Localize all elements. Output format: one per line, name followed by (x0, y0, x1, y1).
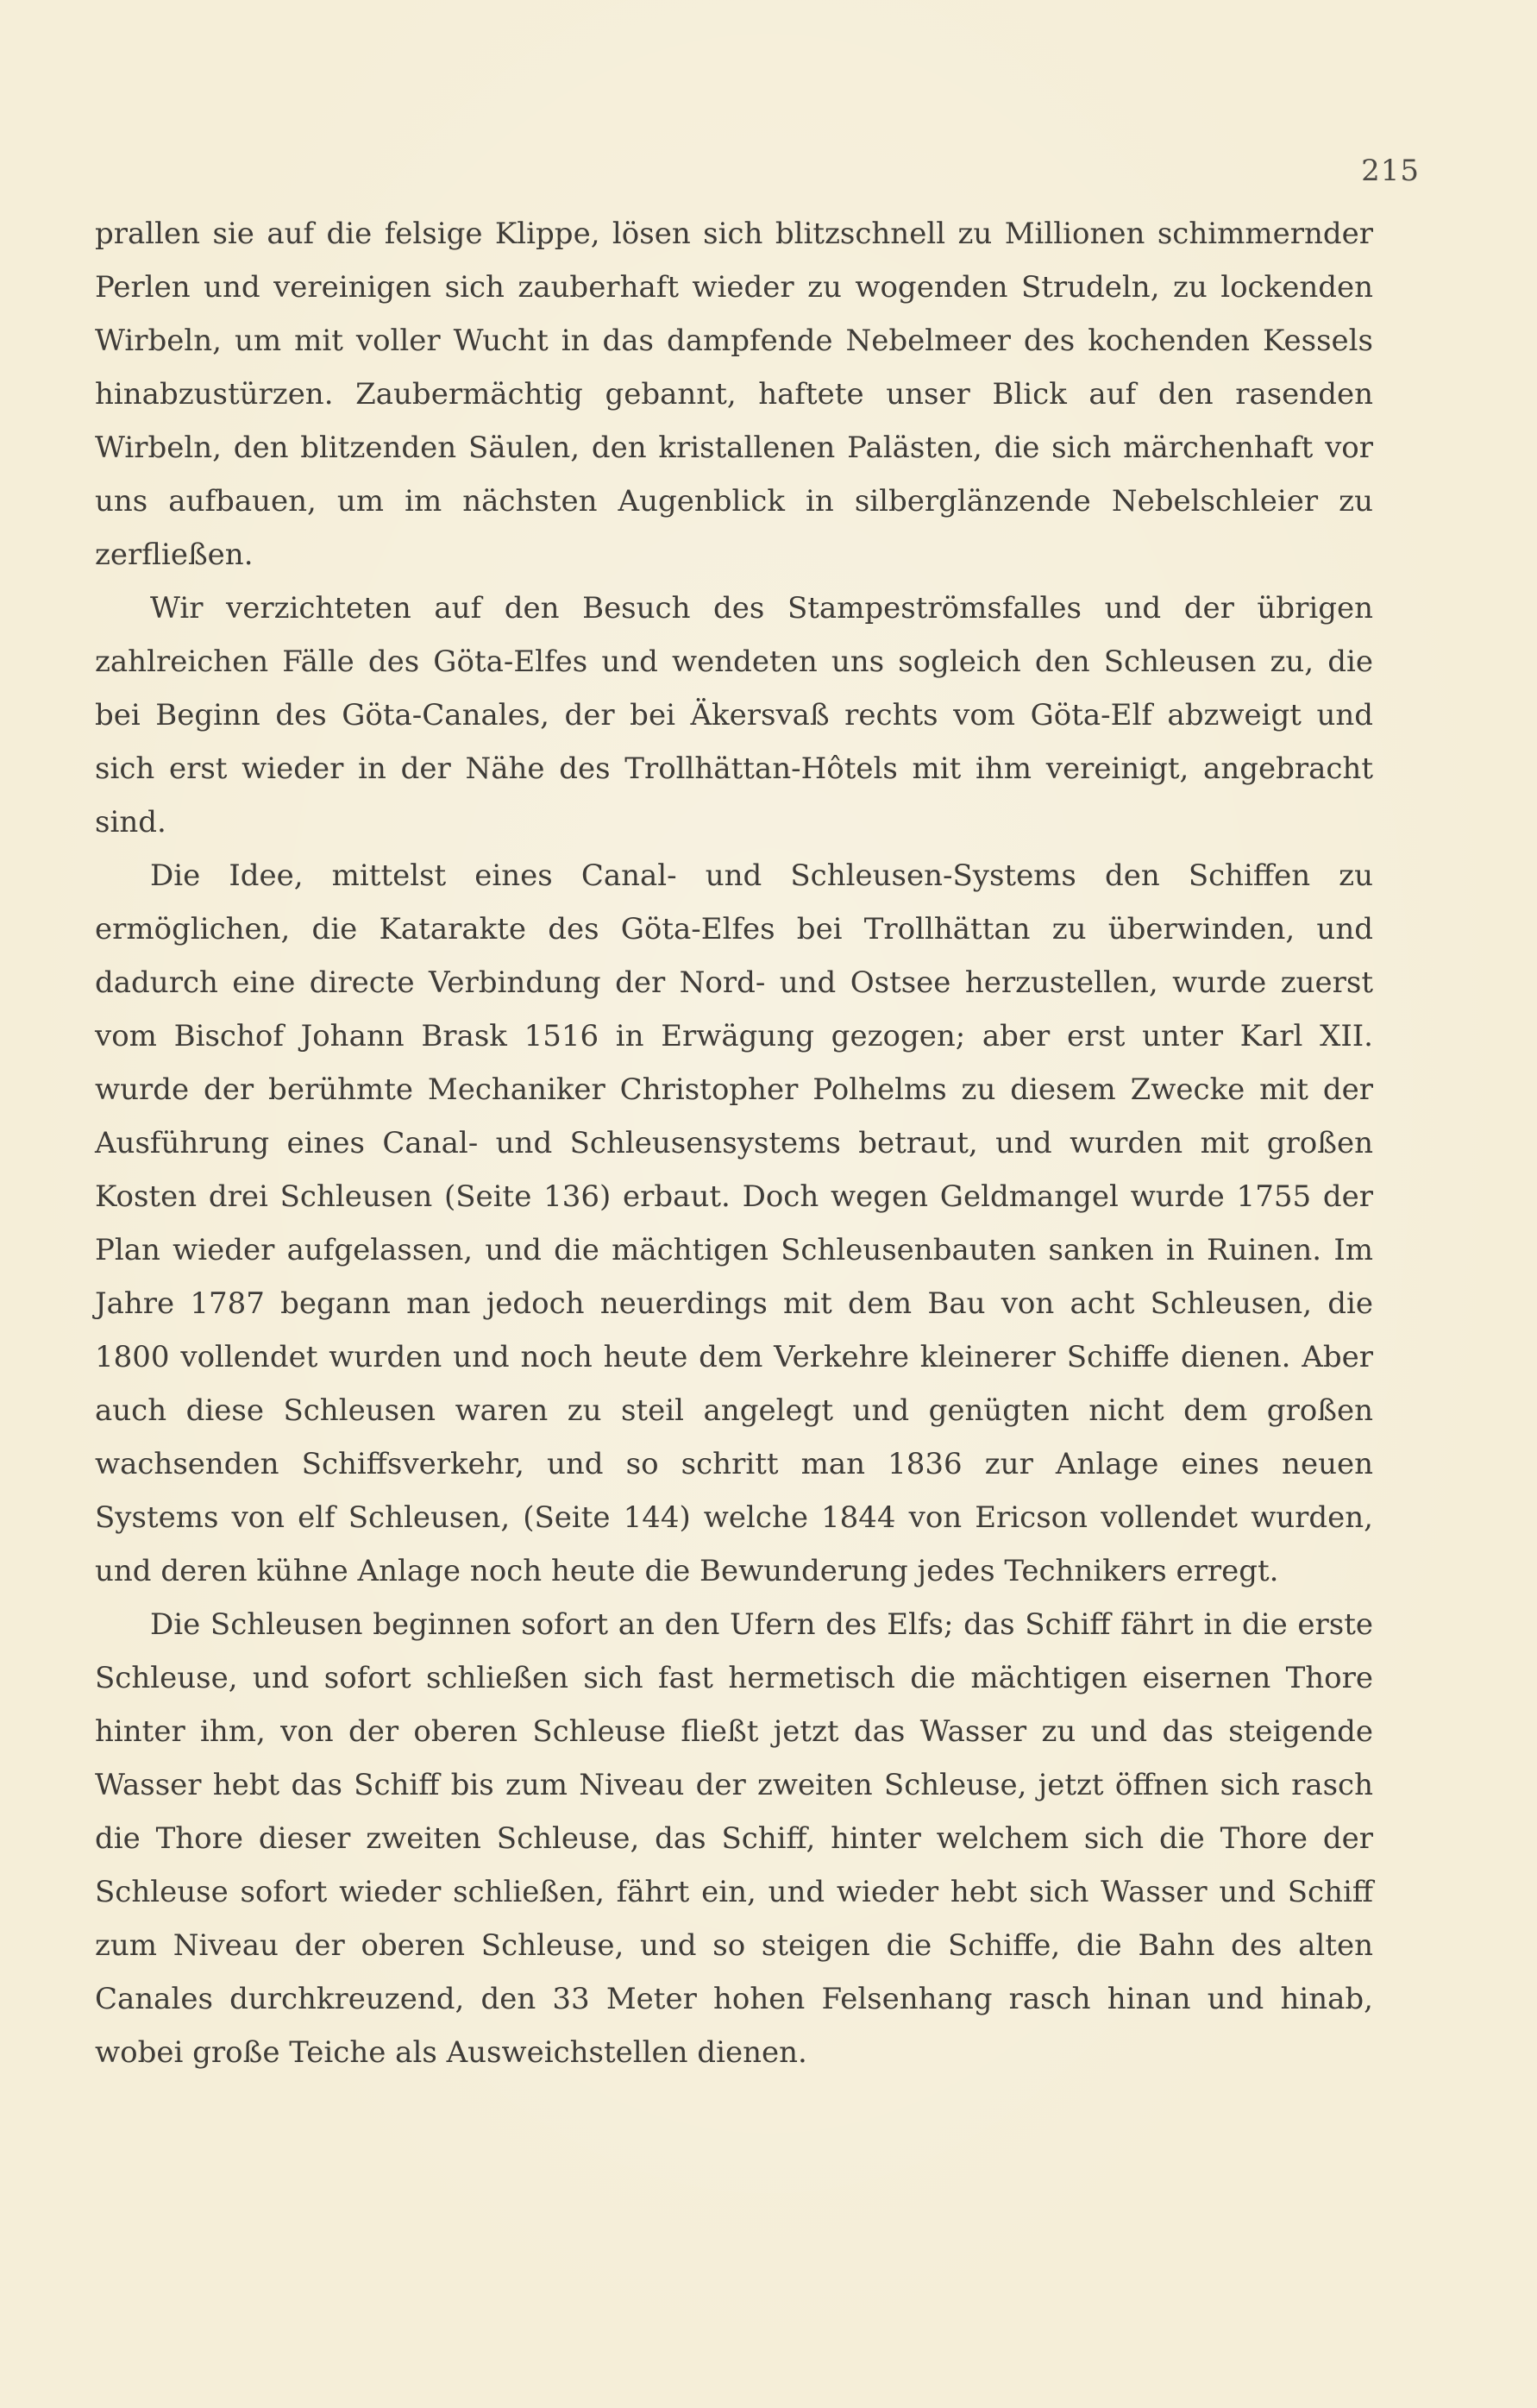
paragraph-4: Die Schleusen beginnen sofort an den Ufern des Elfs; das Schiff fährt in die erste Schleuse, und sofort schließen sich fast hermetisch die mächtigen eisernen Thore hinter ihm, von der oberen Schleuse fließt jetzt das Wasser zu und das steigende Wasser hebt das Schiff bis zum Niveau der zweiten Schleuse, jetzt öffnen sich rasch die Thore dieser zweiten Schleuse, das Schiff, hinter welchem sich die Thore der Schleuse sofort wieder schließen, fährt ein, und wieder hebt sich Wasser und Schiff zum Niveau der oberen Schleuse, und so steigen die Schiffe, die Bahn des alten Canales durchkreuzend, den 33 Meter hohen Felsenhang rasch hinan und hinab, wobei große Teiche als Ausweichstellen dienen. (95, 1607, 1373, 2070)
body-text (95, 207, 1373, 2079)
paragraph-1: prallen sie auf die felsige Klippe, lösen sich blitzschnell zu Millionen schimmernder Perlen und vereinigen sich zauberhaft wieder zu wogenden Strudeln, zu lockenden Wirbeln, um mit voller Wucht in das dampfende Nebelmeer des kochenden Kessels hinabzustürzen. Zaubermächtig gebannt, haftete unser Blick auf den rasenden Wirbeln, den blitzenden Säulen, den kristallenen Palästen, die sich märchenhaft vor uns aufbauen, um im nächsten Augenblick in silberglänzende Nebelschleier zu zerfließen. (95, 217, 1373, 572)
page-number: 215 (1361, 154, 1420, 188)
paragraph-2: Wir verzichteten auf den Besuch des Stampeströmsfalles und der übrigen zahlreichen Fälle des Göta-Elfes und wendeten uns sogleich den Schleusen zu, die bei Beginn des Göta-Canales, der bei Äkersvaß rechts vom Göta-Elf abzweigt und sich erst wieder in der Nähe des Trollhättan-Hôtels mit ihm vereinigt, angebracht sind. (95, 591, 1373, 839)
paragraph-3: Die Idee, mittelst eines Canal- und Schleusen-Systems den Schiffen zu ermöglichen, die Katarakte des Göta-Elfes bei Trollhättan zu überwinden, und dadurch eine directe Verbindung der Nord- und Ostsee herzustellen, wurde zuerst vom Bischof Johann Brask 1516 in Erwägung gezogen; aber erst unter Karl XII. wurde der berühmte Mechaniker Christopher Polhelms zu diesem Zwecke mit der Ausführung eines Canal- und Schleusensystems betraut, und wurden mit großen Kosten drei Schleusen (Seite 136) erbaut. Doch wegen Geldmangel wurde 1755 der Plan wieder aufgelassen, und die mächtigen Schleusenbauten sanken in Ruinen. Im Jahre 1787 begann man jedoch neuerdings mit dem Bau von acht Schleusen, die 1800 vollendet wurden und noch heute dem Verkehre kleinerer Schiffe dienen. Aber auch diese Schleusen waren zu steil angelegt und genügten nicht dem großen wachsenden Schiffsverkehr, und so schritt man 1836 zur Anlage eines neuen Systems von elf Schleusen, (Seite 144) welche 1844 von Ericson vollendet wurden, und deren kühne Anlage noch heute die Bewunderung jedes Technikers erregt. (95, 858, 1373, 1588)
